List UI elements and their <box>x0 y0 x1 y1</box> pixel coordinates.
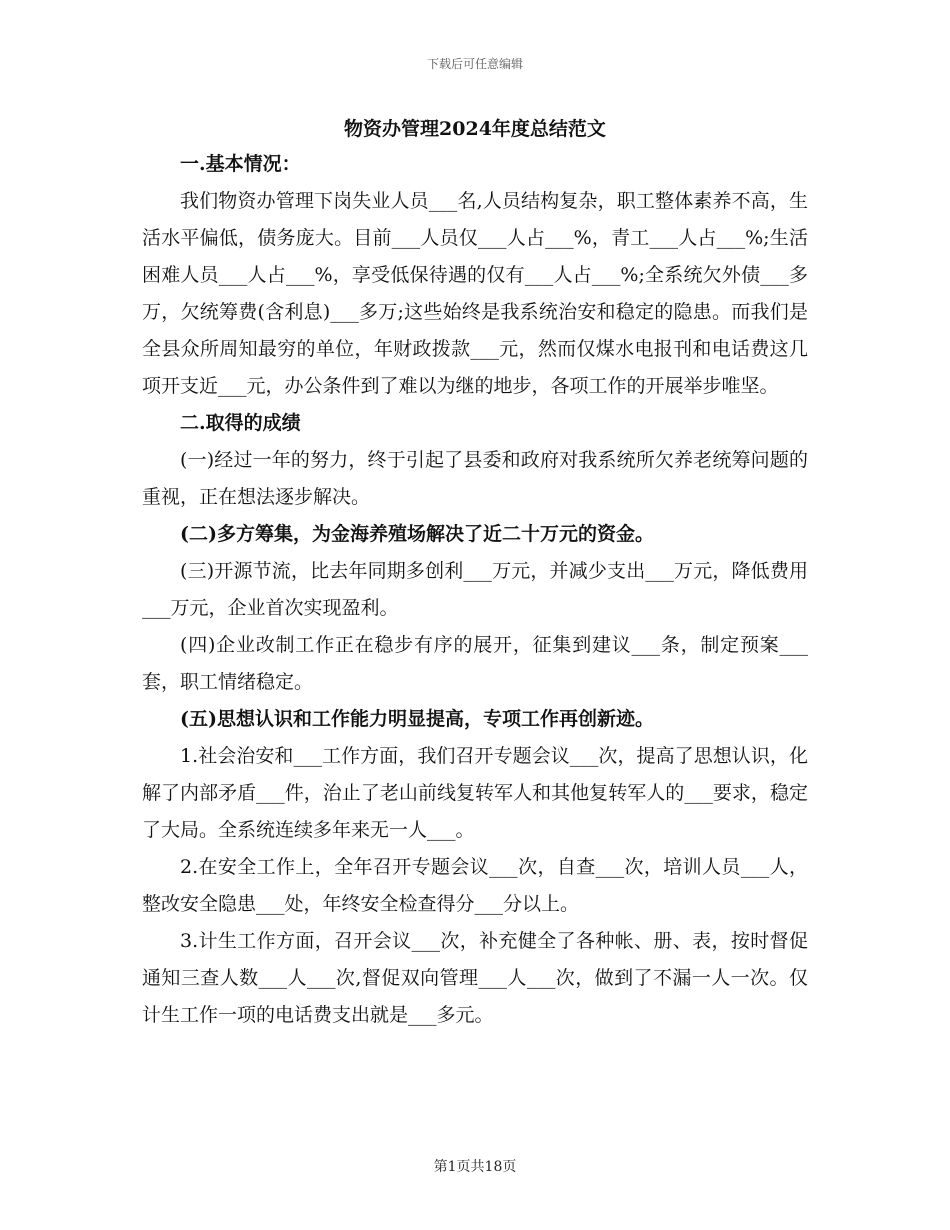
paragraph-public-security: 1.社会治安和___工作方面，我们召开专题会议___次，提高了思想认识，化解了内部矛盾___件，治止了老山前线复转军人和其他复转军人的___要求，稳定了大局。全系统连续多年来无一人___。 <box>142 745 808 841</box>
section-heading-basic: 一.基本情况： <box>180 153 301 175</box>
paragraph-item-4: (四)企业改制工作正在稳步有序的展开，征集到建议___条，制定预案___套，职工情绪稳定。 <box>142 634 808 693</box>
header-note: 下载后可任意编辑 <box>426 57 523 71</box>
section-heading-achievements: 二.取得的成绩 <box>180 412 301 434</box>
paragraph-item-1: (一)经过一年的努力，终于引起了县委和政府对我系统所欠养老统筹问题的重视，正在想法逐步解决。 <box>142 449 808 508</box>
paragraph-family-planning: 3.计生工作方面，召开会议___次，补充健全了各种帐、册、表，按时督促通知三查人数___人___次,督促双向管理___人___次，做到了不漏一人一次。仅计生工作一项的电话费支出就是___多元。 <box>142 930 808 1026</box>
document-title: 物资办管理2024年度总结范文 <box>344 118 606 140</box>
paragraph-item-5: (五)思想认识和工作能力明显提高，专项工作再创新迹。 <box>180 708 654 730</box>
paragraph-item-2: (二)多方筹集，为金海养殖场解决了近二十万元的资金。 <box>180 523 654 545</box>
paragraph-item-3: (三)开源节流，比去年同期多创利___万元，并减少支出___万元，降低费用___万元，企业首次实现盈利。 <box>142 560 808 619</box>
paragraph-basic-situation: 我们物资办管理下岗失业人员___名,人员结构复杂，职工整体素养不高，生活水平偏低，债务庞大。目前___人员仅___人占___%，青工___人占___%;生活困难人员___人占___%，享受低保待遇的仅有___人占___%;全系统欠外债___多万，欠统筹费(含利息)___多万;这些始终是我系统治安和稳定的隐患。而我们是全县众所周知最穷的单位，年财政拨款___元，然而仅煤水电报刊和电话费这几项开支近___元，办公条件到了难以为继的地步，各项工作的开展举步唯坚。 <box>142 190 808 397</box>
paragraph-safety: 2.在安全工作上，全年召开专题会议___次，自查___次，培训人员___人，整改安全隐患___处，年终安全检查得分___分以上。 <box>142 856 808 915</box>
document-body <box>142 112 808 1034</box>
page-number: 第1页共18页 <box>433 1159 517 1175</box>
